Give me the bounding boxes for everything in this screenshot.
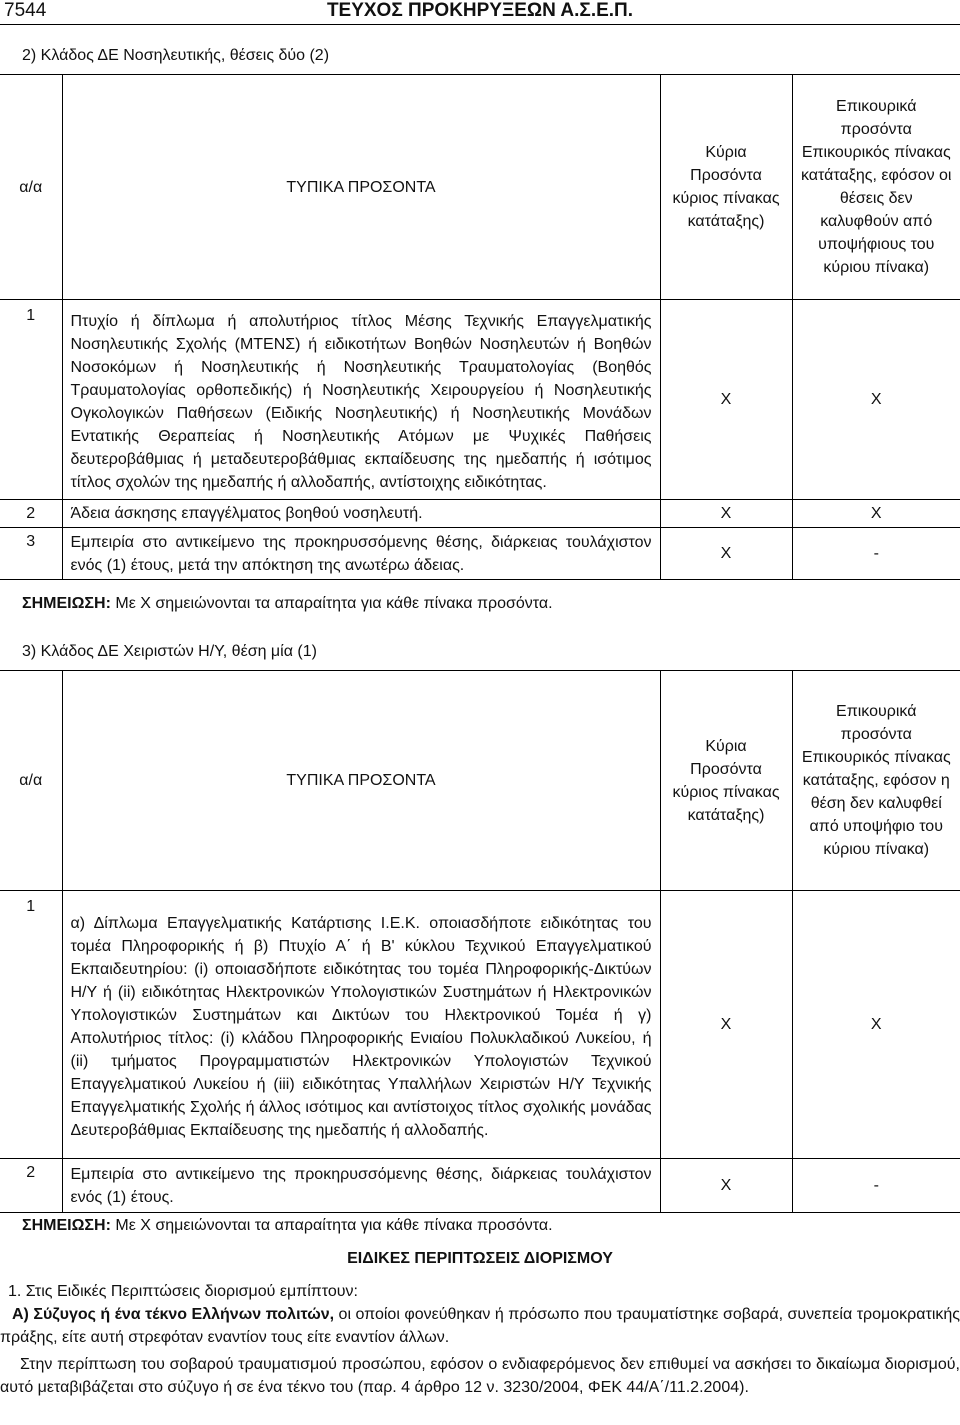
col-num-header: α/α [0, 671, 62, 891]
section-3-title: 3) Κλάδος ΔΕ Χειριστών Η/Υ, θέση μία (1) [22, 643, 317, 660]
header-rule [0, 24, 960, 25]
section-3-table [0, 670, 960, 1213]
section-3-note [22, 1214, 553, 1237]
row-text: α) Δίπλωμα Επαγγελματικής Κατάρτισης Ι.Ε.Κ. οποιασδήποτε ειδικότητας του τομέα Πληροφορικής ή β) Πτυχίο Α΄ ή Β' κύκλου Τεχνικού Επαγγελματικού Εκπαιδευτηρίου: (i) οποιασδήποτε ειδικότητας του τομέα Πληροφορικής-Δικτύων Η/Υ ή (ii) ειδικότητας Ηλεκτρονικών Υπολογιστικών Συστημάτων ή Ηλεκτρονικών Υπολογιστικών Συστημάτων και Δικτύων του Ηλεκτρονικού Τομέα ή γ) Απολυτήριος τίτλος: (i) κλάδου Πληροφορικής Ενιαίου Πολυκλαδικού Λυκείου, ή (ii) τμήματος Προγραμματιστών Ηλεκτρονικών Υπολογιστών Τεχνικού Επαγγελματικού Λυκείου ή (iii) ειδικότητας Υπαλλήλων Χειριστών Η/Υ Τεχνικής Επαγγελματικής Σχολής ή άλλος ισότιμος και αντίστοιχος τίτλος σχολικής μονάδας Δευτεροβάθμιας Εκπαίδευσης της ημεδαπής ή αλλοδαπής. [62, 891, 660, 1159]
page-number: 7544 [4, 0, 47, 21]
main-mark: Χ [660, 300, 792, 500]
table-row [0, 1159, 960, 1213]
aux-mark: Χ [792, 891, 960, 1159]
main-mark: Χ [660, 500, 792, 528]
row-text: Εμπειρία στο αντικείμενο της προκηρυσσόμενης θέσης, διάρκειας τουλάχιστον ενός (1) έτους, μετά την απόκτηση της ανωτέρω άδειας. [62, 528, 660, 580]
row-number: 1 [0, 300, 62, 500]
aux-mark: - [792, 1159, 960, 1213]
col-aux-header: Επικουρικά προσόντα Επικουρικός πίνακας κατάταξης, εφόσον η θέση δεν καλυφθεί από υποψήφιο του κύριου πίνακα) [792, 671, 960, 891]
row-number: 3 [0, 528, 62, 580]
note-label: ΣΗΜΕΙΩΣΗ: [22, 1217, 111, 1234]
row-text: Πτυχίο ή δίπλωμα ή απολυτήριος τίτλος Μέσης Τεχνικής Επαγγελματικής Νοσηλευτικής Σχολής (ΜΤΕΝΣ) ή ειδικοτήτων Βοηθών Νοσηλευτών ή Βοηθών Νοσοκόμων ή Νοσηλευτικής ή Νοσηλευτικής Τραυματολογίας (Βοηθός Τραυματολογίας ορθοπεδικής) ή Νοσηλευτικής Χειρουργείου ή Νοσηλευτικής Ογκολογικών Παθήσεων (Ειδικής Νοσηλευτικής) ή Νοσηλευτικής Μονάδων Εντατικής Θεραπείας ή Νοσηλευτικής Ατόμων με Ψυχικές Παθήσεις δευτεροβάθμιας ή μεταδευτεροβάθμιας εκπαίδευσης της ημεδαπής ή ισότιμος τίτλος σχολών της ημεδαπής ή αλλοδαπής, αντίστοιχης ειδικότητας. [62, 300, 660, 500]
aux-mark: Χ [792, 500, 960, 528]
special-intro: 1. Στις Ειδικές Περιπτώσεις διορισμού εμπίπτουν: [8, 1283, 358, 1300]
case-a-label: Α) Σύζυγος ή ένα τέκνο Ελλήνων πολιτών, [12, 1306, 335, 1323]
col-main-header: Κύρια Προσόντα κύριος πίνακας κατάταξης) [660, 671, 792, 891]
table-row [0, 500, 960, 528]
row-text: Άδεια άσκησης επαγγέλματος βοηθού νοσηλευτή. [62, 500, 660, 528]
aux-mark: - [792, 528, 960, 580]
main-mark: Χ [660, 528, 792, 580]
main-mark: Χ [660, 891, 792, 1159]
note-label: ΣΗΜΕΙΩΣΗ: [22, 595, 111, 612]
aux-mark: Χ [792, 300, 960, 500]
note-text: Με Χ σημειώνονται τα απαραίτητα για κάθε πίνακα προσόντα. [110, 1217, 553, 1234]
special-cases-title: ΕΙΔΙΚΕΣ ΠΕΡΙΠΤΩΣΕΙΣ ΔΙΟΡΙΣΜΟΥ [347, 1250, 613, 1267]
col-num-header: α/α [0, 75, 62, 300]
page-header [0, 0, 960, 22]
special-paragraph: Στην περίπτωση του σοβαρού τραυματισμού προσώπου, εφόσον ο ενδιαφερόμενος δεν επιθυμεί να ασκήσει το δικαίωμα διορισμού, αυτό μεταβιβάζεται στο σύζυγο ή σε ένα τέκνο του (παρ. 4 άρθρο 12 ν. 3230/2004, ΦΕΚ 44/Α΄/11.2.2004). [0, 1356, 960, 1396]
gazette-title: ΤΕΥΧΟΣ ΠΡΟΚΗΡΥΞΕΩΝ Α.Σ.Ε.Π. [326, 0, 634, 21]
section-2-title: 2) Κλάδος ΔΕ Νοσηλευτικής, θέσεις δύο (2) [22, 47, 330, 64]
table-row [0, 891, 960, 1159]
row-number: 1 [0, 891, 62, 1159]
col-aux-header: Επικουρικά προσόντα Επικουρικός πίνακας κατάταξης, εφόσον οι θέσεις δεν καλυφθούν από υποψήφιους του κύριου πίνακα) [792, 75, 960, 300]
table-row [0, 528, 960, 580]
row-number: 2 [0, 1159, 62, 1213]
col-desc-header: ΤΥΠΙΚΑ ΠΡΟΣΟΝΤΑ [62, 671, 660, 891]
case-a-text: οι οποίοι φονεύθηκαν ή πρόσωπο που τραυματίστηκε σοβαρά, συνεπεία τρομοκρατικής πράξης, είτε αυτή στρεφόταν εναντίον τους είτε εναντίον άλλων. [0, 1306, 960, 1346]
table-row [0, 300, 960, 500]
col-desc-header: ΤΥΠΙΚΑ ΠΡΟΣΟΝΤΑ [62, 75, 660, 300]
col-main-header: Κύρια Προσόντα κύριος πίνακας κατάταξης) [660, 75, 792, 300]
section-2-header-row [0, 75, 960, 300]
row-text: Εμπειρία στο αντικείμενο της προκηρυσσόμενης θέσης, διάρκειας τουλάχιστον ενός (1) έτους. [62, 1159, 660, 1213]
row-number: 2 [0, 500, 62, 528]
note-text: Με Χ σημειώνονται τα απαραίτητα για κάθε πίνακα προσόντα. [110, 595, 553, 612]
section-2-note [22, 592, 553, 615]
special-case-a [0, 1303, 960, 1349]
section-2-table [0, 74, 960, 580]
main-mark: Χ [660, 1159, 792, 1213]
section-3-header-row [0, 671, 960, 891]
